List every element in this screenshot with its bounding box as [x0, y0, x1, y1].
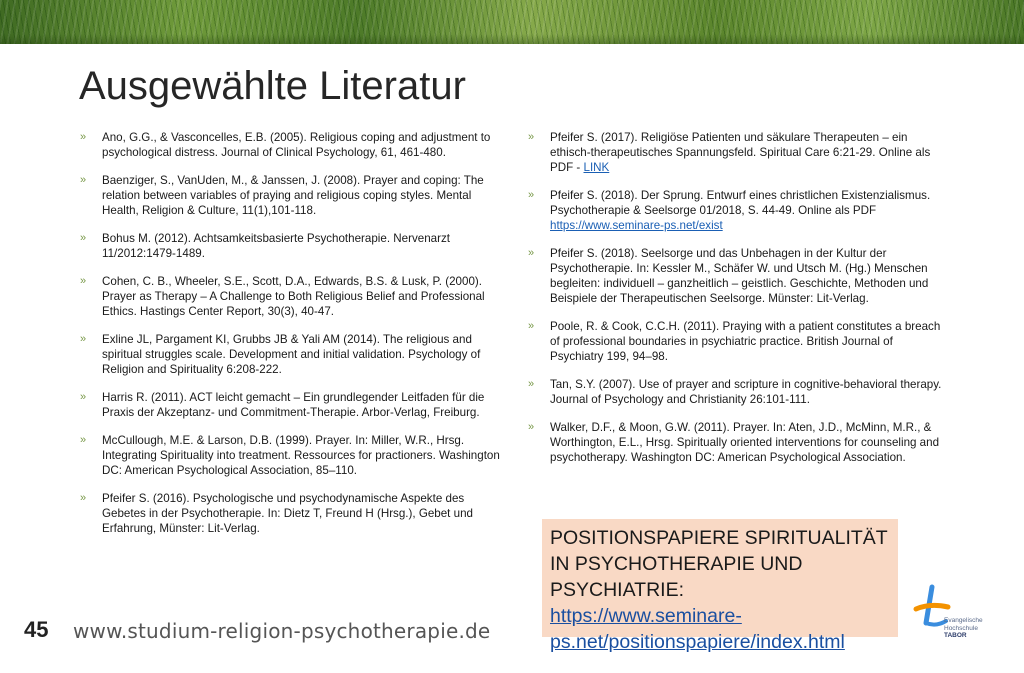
- bullet-icon: »: [528, 189, 535, 201]
- bullet-icon: »: [80, 434, 87, 446]
- reference-text: Bohus M. (2012). Achtsamkeitsbasierte Psychotherapie. Nervenarzt 11/2012:1479-1489.: [102, 232, 450, 260]
- bullet-icon: »: [528, 378, 535, 390]
- reference-text: Harris R. (2011). ACT leicht gemacht – Ein grundlegender Leitfaden für die Praxis der Akzeptanz- und Commitment-Therapie. Arbor-Verlag, Freiburg.: [102, 391, 485, 419]
- reference-item: [80, 274, 500, 319]
- reference-text: Pfeifer S. (2016). Psychologische und psychodynamische Aspekte des Gebetes in der Psychotherapie. In: Dietz T, Freund H (Hrsg.), Gebet und Erfahrung, Münster: Lit-Verlag.: [102, 492, 473, 535]
- reference-text: Tan, S.Y. (2007). Use of prayer and scripture in cognitive-behavioral therapy. Journal of Psychology and Christianity 26:101-111.: [550, 378, 942, 406]
- tabor-logo: [912, 583, 992, 653]
- bullet-icon: »: [80, 391, 87, 403]
- reference-item: [80, 433, 500, 478]
- page-number: 45: [24, 617, 49, 642]
- bullet-icon: »: [80, 275, 87, 287]
- reference-text: Pfeifer S. (2018). Seelsorge und das Unbehagen in der Kultur der Psychotherapie. In: Kessler M., Schäfer W. und Utsch M. (Hg.) Menschen begleiten: individuell – ganzheitlich – geistlich. Geschichte, Methoden und Beispiele der Therapeutischen Seelsorge. Münster: Lit-Verlag.: [550, 247, 929, 305]
- reference-item: [528, 377, 948, 407]
- reference-item: [80, 173, 500, 218]
- reference-item: [80, 130, 500, 160]
- reference-item: [80, 390, 500, 420]
- reference-item: [528, 130, 948, 175]
- reference-text: Baenziger, S., VanUden, M., & Janssen, J. (2008). Prayer and coping: The relation between variables of praying and religious coping styles. Mental Health, Religion & Culture, 11(1),101-118.: [102, 174, 484, 217]
- bullet-icon: »: [80, 174, 87, 186]
- exist-link[interactable]: https://www.seminare-ps.net/exist: [550, 219, 723, 232]
- reference-text: Cohen, C. B., Wheeler, S.E., Scott, D.A., Edwards, B.S. & Lusk, P. (2000). Prayer as Therapy – A Challenge to Both Religious Belief and Professional Ethics. Hastings Center Report, 30(3), 40-47.: [102, 275, 485, 318]
- reference-text: Walker, D.F., & Moon, G.W. (2011). Prayer. In: Aten, J.D., McMinn, M.R., & Worthington, E.L., Hrsg. Spiritually oriented interventions for counseling and psychotherapy. Washington DC: American Psychological Association.: [550, 421, 940, 464]
- slide-title: Ausgewählte Literatur: [79, 64, 466, 108]
- bullet-icon: »: [528, 421, 535, 433]
- reference-text: McCullough, M.E. & Larson, D.B. (1999). Prayer. In: Miller, W.R., Hrsg. Integrating Spirituality into treatment. Ressources for practioners. Washington DC: American Psychological Association, 85–110.: [102, 434, 500, 477]
- logo-line-1: Evangelische: [944, 617, 983, 624]
- logo-caption: [944, 617, 990, 640]
- pdf-link[interactable]: LINK: [583, 161, 610, 174]
- bullet-icon: »: [80, 232, 87, 244]
- reference-item: [80, 491, 500, 536]
- position-papers-heading: POSITIONSPAPIERE SPIRITUALITÄT IN PSYCHOTHERAPIE UND PSYCHIATRIE:: [550, 527, 888, 601]
- reference-text: Poole, R. & Cook, C.C.H. (2011). Praying with a patient constitutes a breach of professional boundaries in psychiatric practice. British Journal of Psychiatry 199, 94–98.: [550, 320, 941, 363]
- position-papers-link[interactable]: https://www.seminare-ps.net/positionspapiere/index.html: [550, 605, 845, 653]
- reference-item: [80, 231, 500, 261]
- references-right-column: [528, 130, 948, 478]
- reference-item: [528, 246, 948, 306]
- bullet-icon: »: [528, 247, 535, 259]
- bullet-icon: »: [528, 320, 535, 332]
- bullet-icon: »: [80, 492, 87, 504]
- logo-line-3: TABOR: [944, 632, 967, 639]
- logo-line-2: Hochschule: [944, 624, 978, 632]
- reference-text: Pfeifer S. (2018). Der Sprung. Entwurf eines christlichen Existenzialismus. Psychotherapie & Seelsorge 01/2018, S. 44-49. Online als PDF: [550, 189, 931, 217]
- reference-text: Ano, G.G., & Vasconcelles, E.B. (2005). Religious coping and adjustment to psychological distress. Journal of Clinical Psychology, 61, 461-480.: [102, 131, 491, 159]
- references-left-column: [80, 130, 500, 549]
- reference-item: [528, 319, 948, 364]
- reference-text: Pfeifer S. (2017). Religiöse Patienten und säkulare Therapeuten – ein ethisch-therapeutisches Spannungsfeld. Spiritual Care 6:21-29. Online als PDF -: [550, 131, 931, 174]
- reference-item: [80, 332, 500, 377]
- reference-text: Exline JL, Pargament KI, Grubbs JB & Yali AM (2014). The religious and spiritual struggles scale. Development and initial validation. Psychology of Religion and Spirituality 6:208-222.: [102, 333, 481, 376]
- bullet-icon: »: [80, 333, 87, 345]
- reference-item: [528, 188, 948, 233]
- bullet-icon: »: [80, 131, 87, 143]
- footer-website-url[interactable]: www.studium-religion-psychotherapie.de: [73, 619, 491, 643]
- reference-item: [528, 420, 948, 465]
- bullet-icon: »: [528, 131, 535, 143]
- position-papers-box: [542, 519, 898, 653]
- header-grass-banner: [0, 0, 1024, 44]
